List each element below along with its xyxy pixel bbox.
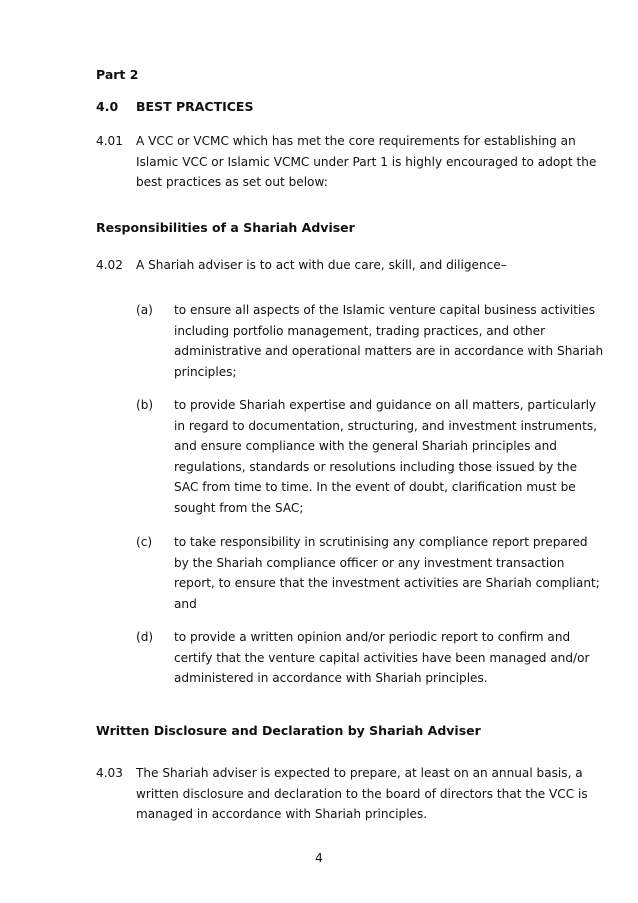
page-number: 4 — [315, 851, 323, 865]
paragraph-line: managed in accordance with Shariah principles. — [136, 807, 428, 821]
subheading-written-disclosure: Written Disclosure and Declaration by Shariah Adviser — [96, 723, 481, 738]
list-item-text — [174, 627, 590, 689]
list-item-line: by the Shariah compliance officer or any investment transaction — [174, 555, 565, 570]
paragraph-line: A VCC or VCMC which has met the core requirements for establishing an — [136, 134, 576, 148]
paragraph-number-4-01: 4.01 — [96, 134, 123, 148]
list-item-label: (b) — [136, 398, 154, 412]
list-item-line: sought from the SAC; — [174, 500, 304, 515]
list-item-label: (c) — [136, 535, 153, 549]
part-label: Part 2 — [96, 67, 139, 82]
list-item-line: certify that the venture capital activities have been managed and/or — [174, 650, 590, 665]
list-item-line: SAC from time to time. In the event of doubt, clarification must be — [174, 480, 576, 494]
section-title: BEST PRACTICES — [136, 99, 254, 114]
list-item-text — [174, 532, 600, 614]
paragraph-line: written disclosure and declaration to the board of directors that the VCC is — [136, 786, 588, 801]
list-item-line: administrative and operational matters are in accordance with Shariah — [174, 344, 604, 358]
list-item-line: to provide a written opinion and/or periodic report to confirm and — [174, 630, 571, 644]
list-item-text — [174, 300, 604, 382]
section-number: 4.0 — [96, 99, 119, 114]
list-item-line: in regard to documentation, structuring, and investment instruments, — [174, 418, 597, 433]
list-item-line: to ensure all aspects of the Islamic venture capital business activities — [174, 303, 596, 317]
paragraph-line: Islamic VCC or Islamic VCMC under Part 1 is highly encouraged to adopt the — [136, 154, 597, 169]
paragraph-4-01 — [136, 131, 597, 193]
list-item-line: including portfolio management, trading practices, and other — [174, 323, 546, 338]
list-item-label: (d) — [136, 630, 154, 644]
list-item-line: to provide Shariah expertise and guidance on all matters, particularly — [174, 398, 597, 412]
paragraph-line: best practices as set out below: — [136, 175, 328, 189]
list-item-line: principles; — [174, 364, 237, 379]
paragraph-number-4-02: 4.02 — [96, 258, 123, 272]
list-item-line: regulations, standards or resolutions including those issued by the — [174, 459, 578, 474]
paragraph-4-02: A Shariah adviser is to act with due care, skill, and diligence– — [136, 258, 507, 272]
paragraph-4-03 — [136, 763, 588, 825]
list-item-line: report, to ensure that the investment activities are Shariah compliant; — [174, 576, 600, 590]
list-item-line: and — [174, 596, 197, 611]
paragraph-number-4-03: 4.03 — [96, 766, 123, 780]
list-item-line: to take responsibility in scrutinising any compliance report prepared — [174, 535, 588, 549]
subheading-responsibilities: Responsibilities of a Shariah Adviser — [96, 220, 355, 235]
paragraph-line: The Shariah adviser is expected to prepare, at least on an annual basis, a — [136, 766, 583, 780]
list-item-line: and ensure compliance with the general Shariah principles and — [174, 439, 557, 453]
list-item-line: administered in accordance with Shariah principles. — [174, 671, 488, 685]
list-item-text — [174, 395, 597, 518]
list-item-label: (a) — [136, 303, 153, 317]
